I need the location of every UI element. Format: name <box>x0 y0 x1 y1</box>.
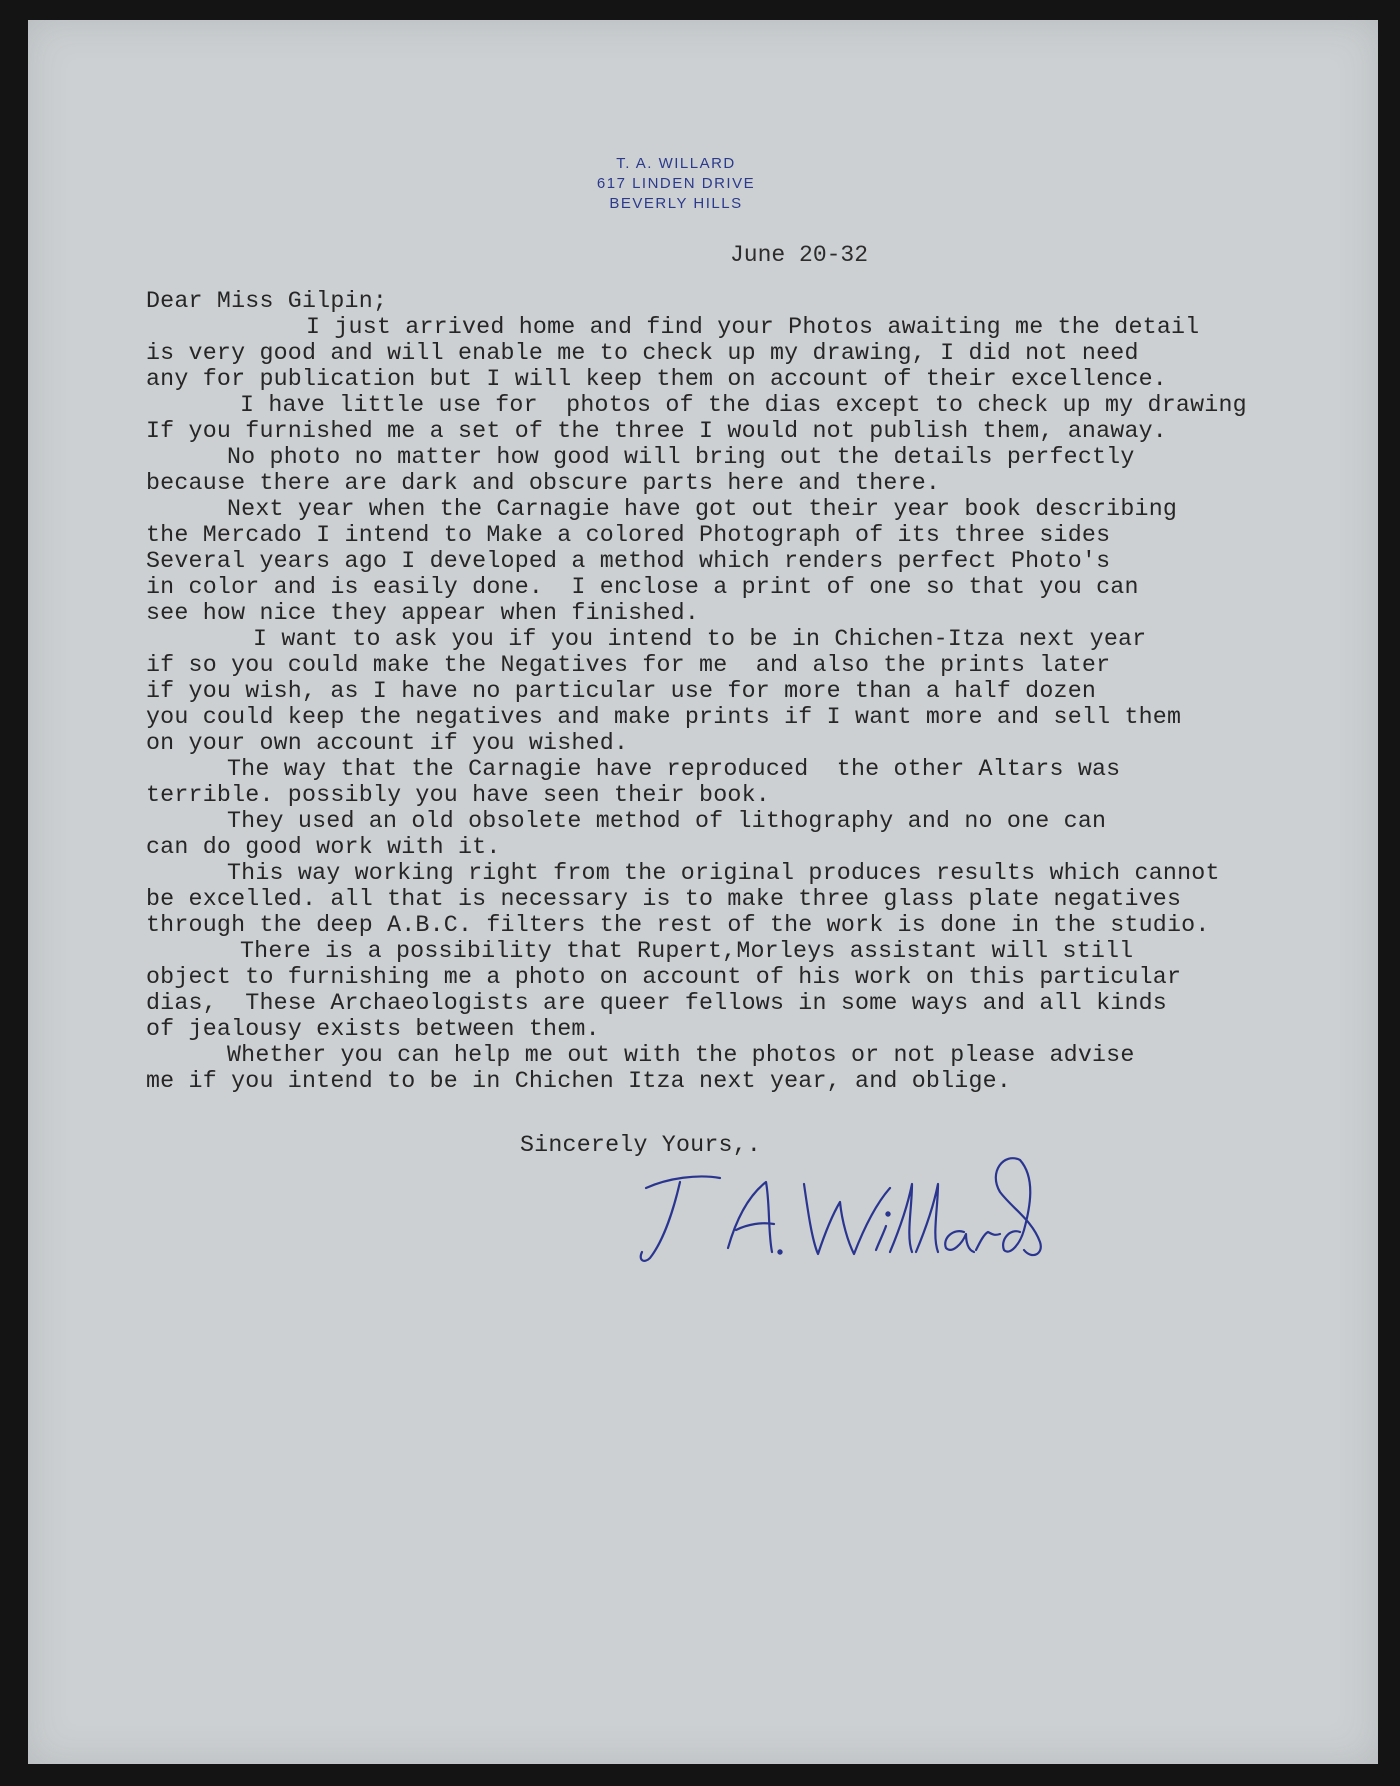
body-line: because there are dark and obscure parts here and there. <box>146 470 941 496</box>
body-line: Whether you can help me out with the photos or not please advise <box>227 1042 1135 1068</box>
body-line: No photo no matter how good will bring out the details perfectly <box>227 444 1135 470</box>
closing: Sincerely Yours,. <box>520 1132 762 1158</box>
body-line: They used an old obsolete method of lithography and no one can <box>227 808 1107 834</box>
body-line: Next year when the Carnagie have got out their year book describing <box>227 496 1178 522</box>
body-line: can do good work with it. <box>146 834 501 860</box>
body-line: the Mercado I intend to Make a colored Photograph of its three sides <box>146 522 1111 548</box>
body-line: This way working right from the original produces results which cannot <box>227 860 1220 886</box>
letterhead-street: 617 LINDEN DRIVE <box>596 175 756 192</box>
signature-mark <box>628 1148 1048 1280</box>
body-line: terrible. possibly you have seen their book. <box>146 782 770 808</box>
letterhead-name: T. A. WILLARD <box>616 155 736 172</box>
letter-date: June 20-32 <box>730 242 869 268</box>
body-line: be excelled. all that is necessary is to make three glass plate negatives <box>146 886 1182 912</box>
body-line: any for publication but I will keep them on account of their excellence. <box>146 366 1167 392</box>
body-line: I just arrived home and find your Photos awaiting me the detail <box>306 314 1200 340</box>
body-line: if you wish, as I have no particular use for more than a half dozen <box>146 678 1097 704</box>
body-line: I have little use for photos of the dias except to check up my drawing <box>240 392 1247 418</box>
body-line: I want to ask you if you intend to be in Chichen-Itza next year <box>253 626 1147 652</box>
body-line: object to furnishing me a photo on account of his work on this particular <box>146 964 1182 990</box>
body-line: Several years ago I developed a method which renders perfect Photo's <box>146 548 1111 574</box>
body-line: you could keep the negatives and make prints if I want more and sell them <box>146 704 1182 730</box>
body-line: The way that the Carnagie have reproduced the other Altars was <box>227 756 1121 782</box>
body-line: is very good and will enable me to check up my drawing, I did not need <box>146 340 1139 366</box>
letter-page <box>28 20 1378 1764</box>
body-line: of jealousy exists between them. <box>146 1016 600 1042</box>
salutation: Dear Miss Gilpin; <box>146 288 388 314</box>
body-line: see how nice they appear when finished. <box>146 600 700 626</box>
body-line: me if you intend to be in Chichen Itza next year, and oblige. <box>146 1068 1012 1094</box>
body-line: through the deep A.B.C. filters the rest of the work is done in the studio. <box>146 912 1210 938</box>
body-line: There is a possibility that Rupert,Morleys assistant will still <box>240 938 1134 964</box>
body-line: dias, These Archaeologists are queer fellows in some ways and all kinds <box>146 990 1167 1016</box>
body-line: if so you could make the Negatives for me and also the prints later <box>146 652 1111 678</box>
body-line: on your own account if you wished. <box>146 730 629 756</box>
body-line: in color and is easily done. I enclose a print of one so that you can <box>146 574 1139 600</box>
letterhead-city: BEVERLY HILLS <box>609 195 743 212</box>
body-line: If you furnished me a set of the three I would not publish them, anaway. <box>146 418 1167 444</box>
